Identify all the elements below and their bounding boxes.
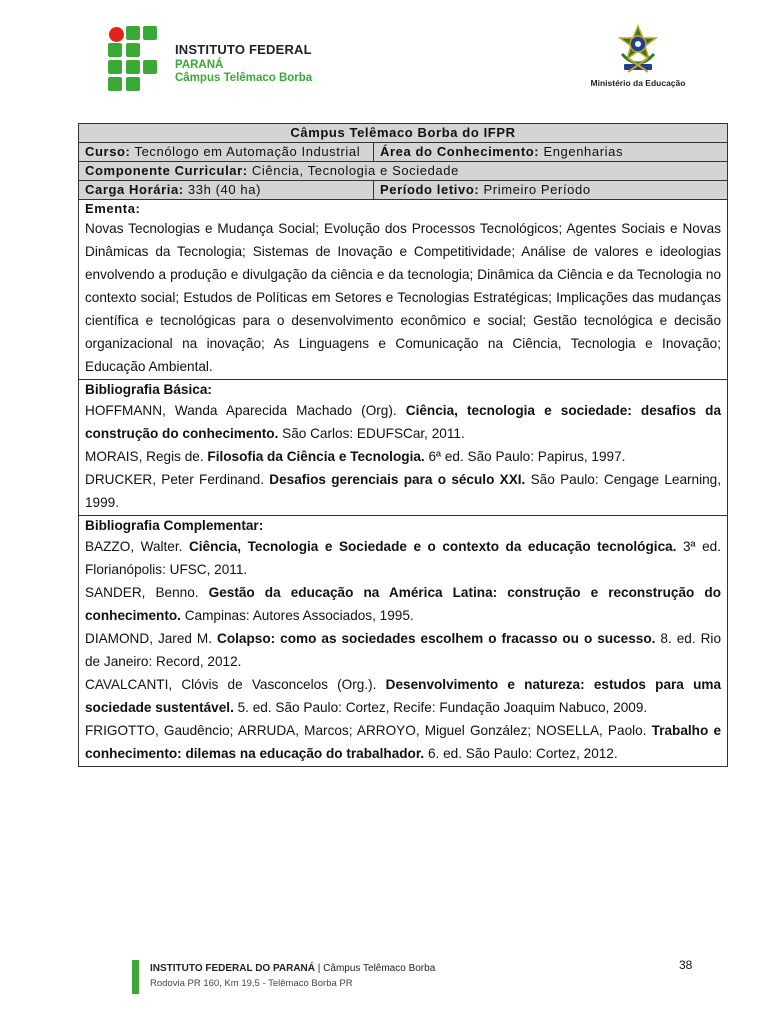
logo-campus: Câmpus Telêmaco Borba xyxy=(175,72,313,84)
course-label: Curso: xyxy=(85,144,131,159)
page-footer xyxy=(0,955,768,1005)
component-cell xyxy=(79,162,728,181)
workload-label: Carga Horária: xyxy=(85,182,184,197)
complementary-bibliography-cell xyxy=(79,516,728,767)
table-title: Câmpus Telêmaco Borba do IFPR xyxy=(79,124,728,143)
complementary-bibliography-label: Bibliografia Complementar: xyxy=(85,518,264,533)
basic-bibliography-cell xyxy=(79,380,728,516)
component-value: Ciência, Tecnologia e Sociedade xyxy=(247,163,459,178)
complementary-bibliography-row xyxy=(79,516,728,767)
workload-cell xyxy=(79,181,374,200)
course-row xyxy=(79,143,728,162)
ementa-cell xyxy=(79,200,728,380)
period-cell xyxy=(374,181,728,200)
ministry-caption: Ministério da Educação xyxy=(590,78,686,88)
bibliography-entry: HOFFMANN, Wanda Aparecida Machado (Org). Ciência, tecnologia e sociedade: desafios da construção do conhecimento. São Carlos: EDUFSCar, 2011. xyxy=(85,403,722,441)
logo-state: PARANÁ xyxy=(175,59,224,71)
area-value: Engenharias xyxy=(539,144,624,159)
ementa-text: Novas Tecnologias e Mudança Social; Evolução dos Processos Tecnológicos; Agentes Sociais e Novas Dinâmicas da Tecnologia; Sistemas de Inovação e Competitividade; Análise de valores e ideologias envolvendo a produção e divulgação da ciência e da tecnologia; Dinâmica da Ciência e da Tecnologia no contexto social; Estudos de Políticas em Setores e Tecnologias Estratégicas; Implicações das mudanças científica e tecnológicas para o desenvolvimento econômico e social; Gestão tecnológica e decisão organizacional na inovação; As Linguagens e Comunicação na Ciência, Tecnologia e Inovação; Educação Ambiental. xyxy=(85,221,722,374)
bibliography-entry: MORAIS, Regis de. Filosofia da Ciência e Tecnologia. 6ª ed. São Paulo: Papirus, 1997. xyxy=(85,449,626,464)
if-logo-icon xyxy=(108,26,158,90)
bibliography-entry: FRIGOTTO, Gaudêncio; ARRUDA, Marcos; ARROYO, Miguel González; NOSELLA, Paolo. Trabalho e conhecimento: dilemas na educação do trabalhador. 6. ed. São Paulo: Cortez, 2012. xyxy=(85,723,722,761)
period-label: Período letivo: xyxy=(380,182,480,197)
area-cell xyxy=(374,143,728,162)
syllabus-table xyxy=(78,123,728,767)
bibliography-entry: CAVALCANTI, Clóvis de Vasconcelos (Org.). Desenvolvimento e natureza: estudos para uma sociedade sustentável. 5. ed. São Paulo: Cortez, Recife: Fundação Joaquim Nabuco, 2009. xyxy=(85,677,722,715)
component-row xyxy=(79,162,728,181)
footer-institution: INSTITUTO FEDERAL DO PARANÁ | Câmpus Telêmaco Borba xyxy=(150,963,436,974)
bibliography-entry: DRUCKER, Peter Ferdinand. Desafios gerenciais para o século XXI. São Paulo: Cengage Learning, 1999. xyxy=(85,472,722,510)
workload-row xyxy=(79,181,728,200)
bibliography-entry: DIAMOND, Jared M. Colapso: como as sociedades escolhem o fracasso ou o sucesso. 8. ed. Rio de Janeiro: Record, 2012. xyxy=(85,631,722,669)
title-row xyxy=(79,124,728,143)
footer-address: Rodovia PR 160, Km 19,5 - Telêmaco Borba PR xyxy=(150,978,353,989)
course-value: Tecnólogo em Automação Industrial xyxy=(130,144,361,159)
basic-bibliography-label: Bibliografia Básica: xyxy=(85,382,212,397)
ementa-label: Ementa: xyxy=(85,201,141,216)
bibliography-entry: BAZZO, Walter. Ciência, Tecnologia e Sociedade e o contexto da educação tecnológica. 3ª ed. Florianópolis: UFSC, 2011. xyxy=(85,539,722,577)
footer-bar-icon xyxy=(132,960,139,994)
area-label: Área do Conhecimento: xyxy=(380,144,540,159)
brazil-coat-of-arms-icon xyxy=(614,24,662,76)
workload-value: 33h (40 ha) xyxy=(183,182,262,197)
component-label: Componente Curricular: xyxy=(85,163,248,178)
page-number: 38 xyxy=(679,958,693,972)
ementa-row xyxy=(79,200,728,380)
course-cell xyxy=(79,143,374,162)
period-value: Primeiro Período xyxy=(479,182,591,197)
page-header xyxy=(0,0,768,110)
if-logo-text xyxy=(175,42,312,84)
logo-title: INSTITUTO FEDERAL xyxy=(175,42,312,57)
basic-bibliography-row xyxy=(79,380,728,516)
bibliography-entry: SANDER, Benno. Gestão da educação na América Latina: construção e reconstrução do conhecimento. Campinas: Autores Associados, 1995. xyxy=(85,585,721,623)
ministry-logo xyxy=(588,24,688,88)
